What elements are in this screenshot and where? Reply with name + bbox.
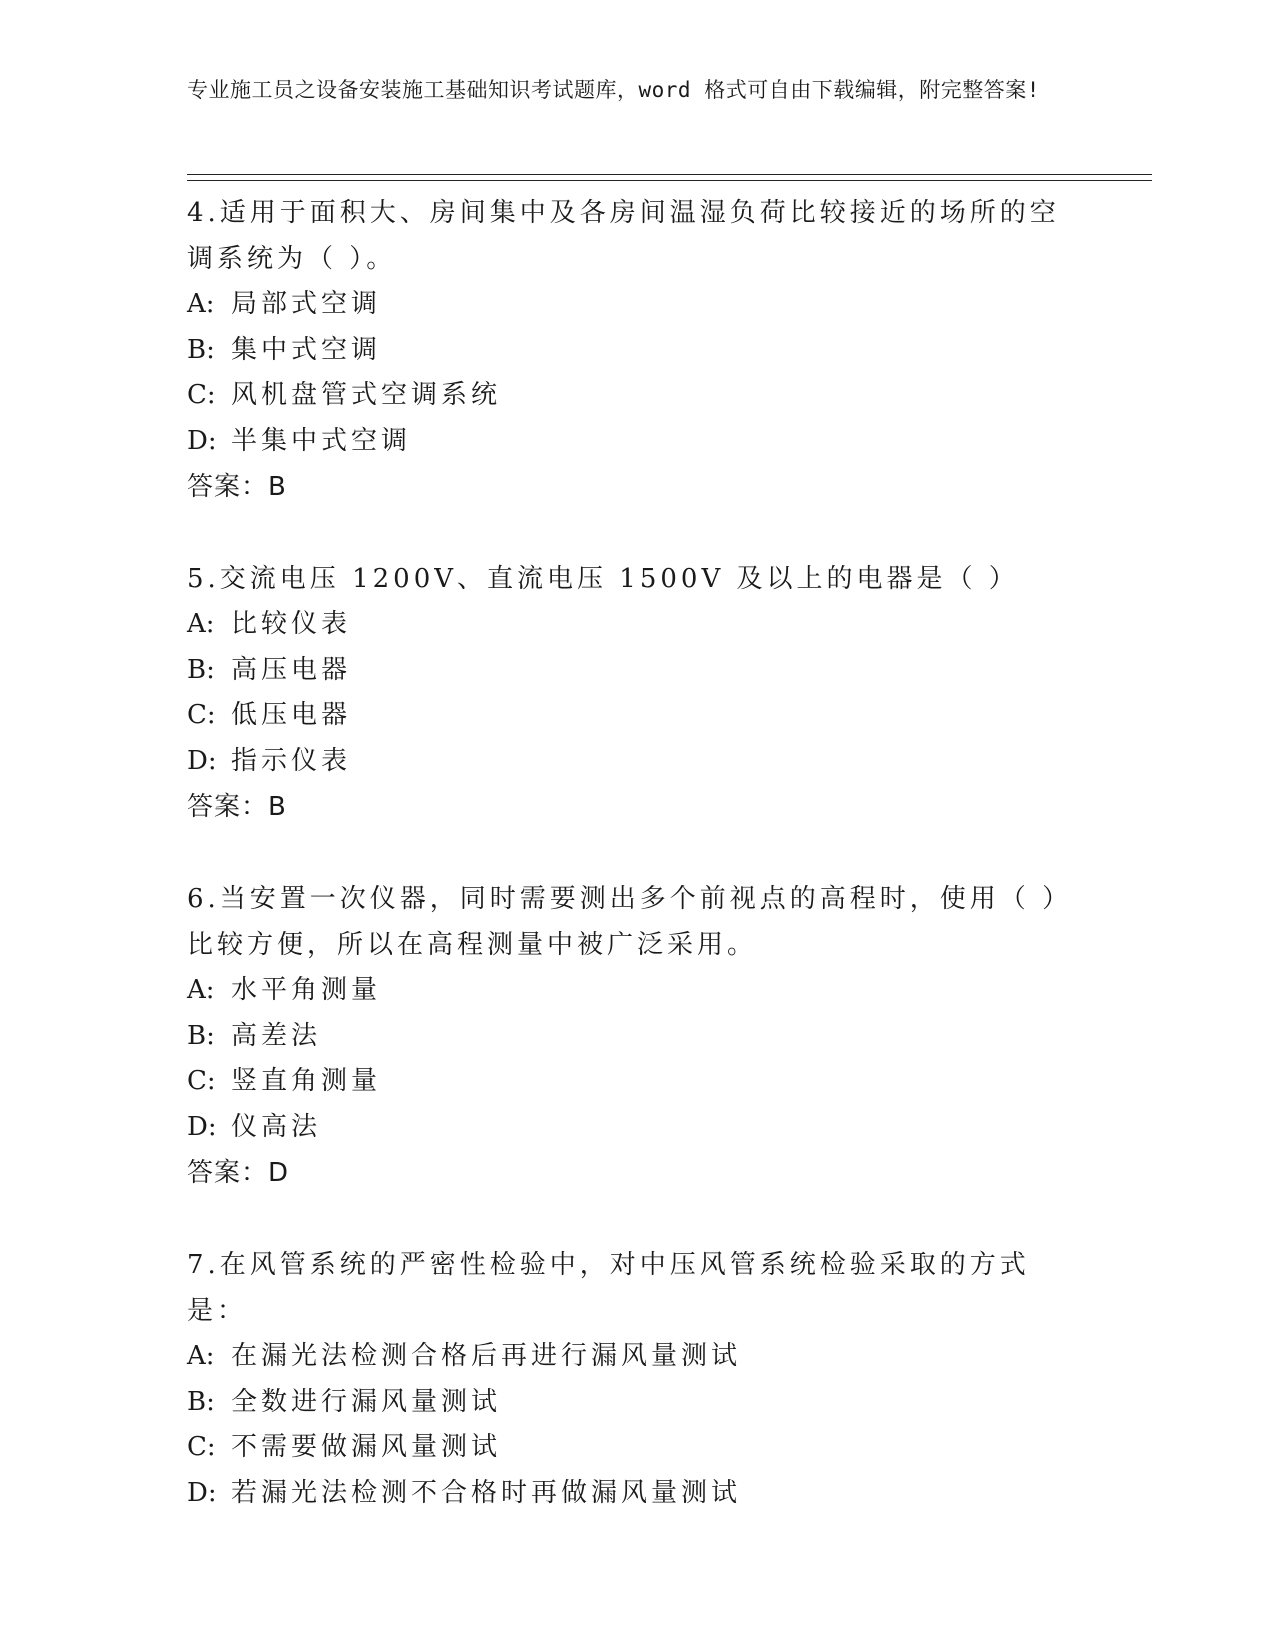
document-page xyxy=(187,0,1147,1650)
option-c xyxy=(187,373,1087,419)
option-key: C: xyxy=(187,1066,216,1096)
option-text: 竖直角测量 xyxy=(231,1066,382,1096)
answer-line: 答案：D xyxy=(187,1158,290,1188)
option-c xyxy=(187,693,1087,739)
option-key: A: xyxy=(187,1341,215,1371)
option-key: B: xyxy=(187,1386,215,1417)
question-5 xyxy=(187,556,1087,830)
option-text: 不需要做漏风量测试 xyxy=(231,1432,502,1462)
question-4 xyxy=(187,190,1087,510)
option-key: A: xyxy=(187,975,215,1005)
option-a xyxy=(187,602,1087,648)
option-key: D: xyxy=(187,745,217,776)
option-text: 若漏光法检测不合格时再做漏风量测试 xyxy=(231,1477,742,1508)
option-key: C: xyxy=(187,700,216,730)
question-list xyxy=(187,190,1087,1562)
option-b xyxy=(187,648,1087,694)
option-text: 集中式空调 xyxy=(231,334,382,365)
option-key: C: xyxy=(187,380,216,410)
option-text: 局部式空调 xyxy=(231,289,382,319)
option-text: 在漏光法检测合格后再进行漏风量测试 xyxy=(231,1341,742,1371)
document-header: 专业施工员之设备安装施工基础知识考试题库，word 格式可自由下载编辑，附完整答案! xyxy=(187,78,1040,102)
option-b xyxy=(187,328,1087,374)
answer-line: 答案：B xyxy=(187,792,287,822)
question-7 xyxy=(187,1242,1087,1516)
option-text: 高压电器 xyxy=(231,654,352,685)
answer-line: 答案：B xyxy=(187,472,287,502)
option-key: B: xyxy=(187,334,215,365)
question-text: 5.交流电压 1200V、直流电压 1500V 及以上的电器是（ ） xyxy=(187,564,1019,594)
option-text: 指示仪表 xyxy=(231,745,352,776)
question-6 xyxy=(187,876,1087,1196)
option-c xyxy=(187,1059,1087,1105)
option-a xyxy=(187,1334,1087,1380)
option-key: B: xyxy=(187,1020,215,1051)
option-d xyxy=(187,419,1087,465)
question-text: 6.当安置一次仪器，同时需要测出多个前视点的高程时，使用（ ）比较方便，所以在高程测量中被广泛采用。 xyxy=(187,884,1073,960)
option-key: D: xyxy=(187,1111,217,1142)
option-a xyxy=(187,282,1087,328)
option-text: 仪高法 xyxy=(231,1111,322,1142)
option-c xyxy=(187,1425,1087,1471)
option-key: A: xyxy=(187,289,215,319)
option-a xyxy=(187,968,1087,1014)
option-key: D: xyxy=(187,425,217,456)
option-d xyxy=(187,1105,1087,1151)
question-text: 7.在风管系统的严密性检验中，对中压风管系统检验采取的方式是： xyxy=(187,1250,1030,1326)
question-text: 4.适用于面积大、房间集中及各房间温湿负荷比较接近的场所的空调系统为（ ）。 xyxy=(187,198,1060,274)
header-divider-bottom xyxy=(187,180,1152,181)
option-b xyxy=(187,1380,1087,1426)
option-text: 半集中式空调 xyxy=(231,425,412,456)
option-key: B: xyxy=(187,654,215,685)
option-text: 高差法 xyxy=(231,1020,322,1051)
option-text: 水平角测量 xyxy=(231,975,382,1005)
header-divider-top xyxy=(187,174,1152,175)
option-text: 全数进行漏风量测试 xyxy=(231,1386,502,1417)
option-text: 风机盘管式空调系统 xyxy=(231,380,502,410)
option-key: A: xyxy=(187,609,215,639)
option-d xyxy=(187,1471,1087,1517)
option-text: 低压电器 xyxy=(231,700,352,730)
option-key: C: xyxy=(187,1432,216,1462)
option-d xyxy=(187,739,1087,785)
option-key: D: xyxy=(187,1477,217,1508)
option-text: 比较仪表 xyxy=(231,609,352,639)
option-b xyxy=(187,1014,1087,1060)
